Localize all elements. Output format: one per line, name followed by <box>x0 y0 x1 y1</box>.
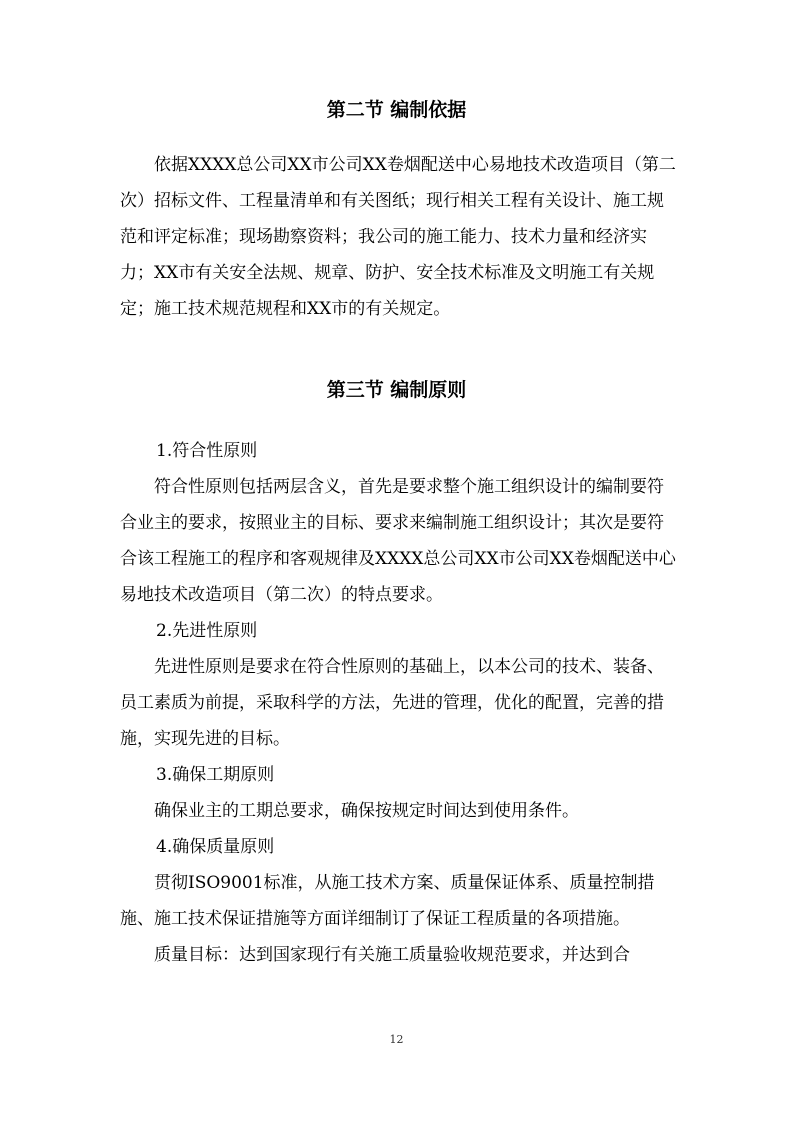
principle-4-paragraph: 贯彻ISO9001标准，从施工技术方案、质量保证体系、质量控制措施、施工技术保证措施等方面详细制订了保证工程质量的各项措施。 <box>120 873 655 929</box>
section-2-paragraph: 依据XXXX总公司XX市公司XX卷烟配送中心易地技术改造项目（第二次）招标文件、工程量清单和有关图纸；现行相关工程有关设计、施工规范和评定标准；现场勘察资料；我公司的施工能力、技术力量和经济实力；XX市有关安全法规、规章、防护、安全技术标准及文明施工有关规定；施工技术规范规程和XX市的有关规定。 <box>120 155 676 319</box>
principle-4-heading: 4.确保质量原则 <box>156 837 275 857</box>
page-number: 12 <box>389 1033 404 1046</box>
principle-1-paragraph: 符合性原则包括两层含义，首先是要求整个施工组织设计的编制要符合业主的要求，按照业主的目标、要求来编制施工组织设计；其次是要符合该工程施工的程序和客观规律及XXXX总公司XX市公司XX卷烟配送中心易地技术改造项目（第二次）的特点要求。 <box>120 477 676 605</box>
principle-2-paragraph: 先进性原则是要求在符合性原则的基础上，以本公司的技术、装备、员工素质为前提，采取科学的方法，先进的管理，优化的配置，完善的措施，实现先进的目标。 <box>120 657 664 749</box>
section-2-title: 第二节 编制依据 <box>326 99 467 121</box>
section-2-body <box>120 147 676 327</box>
section-3-body <box>120 433 676 973</box>
principle-2-heading: 2.先进性原则 <box>156 621 258 641</box>
section-3-title: 第三节 编制原则 <box>326 379 467 401</box>
quality-target-paragraph: 质量目标：达到国家现行有关施工质量验收规范要求，并达到合 <box>154 945 630 965</box>
principle-3-paragraph: 确保业主的工期总要求，确保按规定时间达到使用条件。 <box>154 801 579 821</box>
principle-3-heading: 3.确保工期原则 <box>156 765 275 785</box>
principle-1-heading: 1.符合性原则 <box>156 441 258 461</box>
